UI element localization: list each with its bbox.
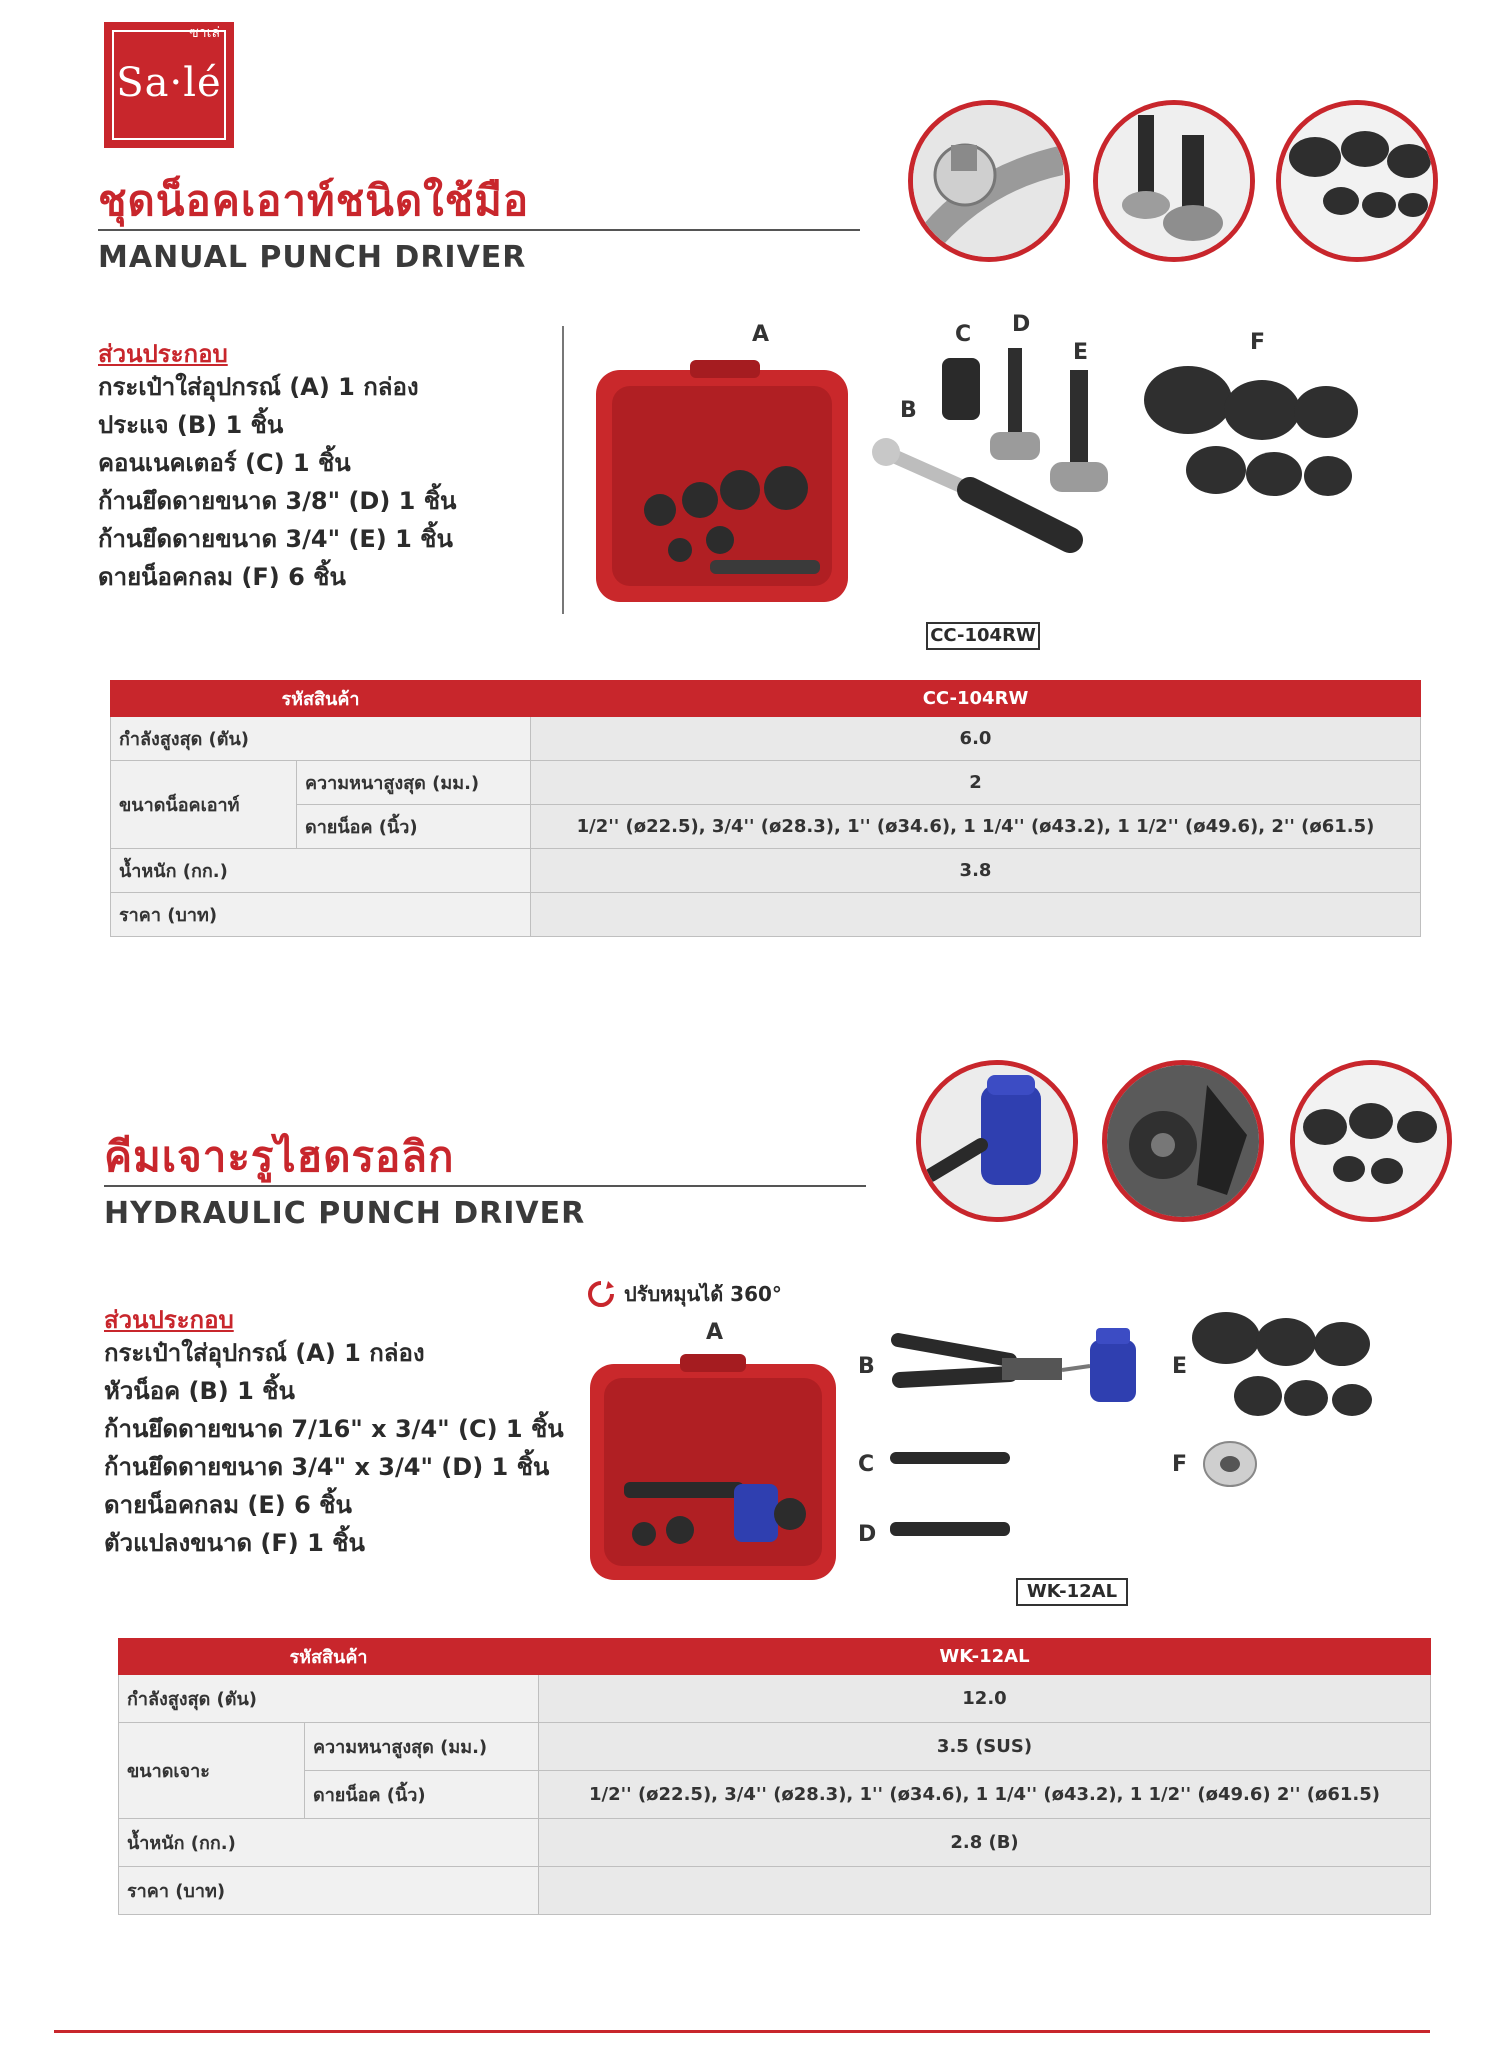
weight-label-cell: น้ำหนัก (กก.)	[111, 849, 531, 893]
weight-value-cell: 2.8 (B)	[539, 1819, 1431, 1867]
hydraulic-part-item: ตัวแปลงขนาด (F) 1 ชิ้น	[104, 1529, 365, 1557]
thickness-value-cell: 2	[531, 761, 1421, 805]
manual-part-item: ก้านยึดดายขนาด 3/8" (D) 1 ชิ้น	[98, 487, 457, 515]
weight-value-cell: 3.8	[531, 849, 1421, 893]
manual-label-d: D	[1012, 312, 1031, 337]
size-label-cell: ขนาดเจาะ	[119, 1723, 305, 1819]
manual-part-item: ดายน็อคกลม (F) 6 ชิ้น	[98, 563, 346, 591]
hydraulic-part-item: ก้านยึดดายขนาด 3/4" x 3/4" (D) 1 ชิ้น	[104, 1453, 550, 1481]
hydraulic-title-rule	[104, 1185, 866, 1187]
manual-divider	[562, 326, 564, 614]
code-value-cell: CC-104RW	[531, 681, 1421, 717]
rotate-note-text: ปรับหมุนได้ 360°	[624, 1282, 782, 1306]
max-force-label-cell: กำลังสูงสุด (ตัน)	[111, 717, 531, 761]
table-row	[111, 849, 1421, 893]
hydraulic-title-english: HYDRAULIC PUNCH DRIVER	[104, 1196, 586, 1231]
manual-part-item: ประแจ (B) 1 ชิ้น	[98, 411, 284, 439]
hydraulic-part-item: กระเป๋าใส่อุปกรณ์ (A) 1 กล่อง	[104, 1339, 425, 1367]
hydraulic-parts-list	[104, 1334, 564, 1562]
hydraulic-label-f: F	[1172, 1452, 1188, 1477]
dies-detail-photo	[1276, 100, 1438, 262]
brand-logo	[104, 22, 234, 148]
table-row	[119, 1639, 1431, 1675]
die-label-cell: ดายน็อค (นิ้ว)	[305, 1771, 539, 1819]
thickness-value-cell: 3.5 (SUS)	[539, 1723, 1431, 1771]
table-row	[119, 1819, 1431, 1867]
manual-title-thai: ชุดน็อคเอาท์ชนิดใช้มือ	[98, 176, 530, 225]
manual-label-e: E	[1073, 340, 1089, 365]
die-label-cell: ดายน็อค (นิ้ว)	[297, 805, 531, 849]
manual-part-item: กระเป๋าใส่อุปกรณ์ (A) 1 กล่อง	[98, 373, 419, 401]
hydraulic-label-e: E	[1172, 1354, 1188, 1379]
max-force-label-cell: กำลังสูงสุด (ตัน)	[119, 1675, 539, 1723]
hydraulic-parts-heading: ส่วนประกอบ	[104, 1306, 234, 1334]
hydraulic-part-item: ดายน็อคกลม (E) 6 ชิ้น	[104, 1491, 352, 1519]
table-row	[119, 1867, 1431, 1915]
table-row	[111, 805, 1421, 849]
logo-latin-text: Sa·lé	[116, 60, 222, 106]
max-force-value-cell: 6.0	[531, 717, 1421, 761]
manual-label-c: C	[955, 322, 972, 347]
thickness-label-cell: ความหนาสูงสุด (มม.)	[305, 1723, 539, 1771]
price-label-cell: ราคา (บาท)	[119, 1867, 539, 1915]
thickness-label-cell: ความหนาสูงสุด (มม.)	[297, 761, 531, 805]
ratchet-detail-photo	[908, 100, 1070, 262]
weight-label-cell: น้ำหนัก (กก.)	[119, 1819, 539, 1867]
table-row	[119, 1723, 1431, 1771]
table-row	[111, 761, 1421, 805]
price-value-cell	[531, 893, 1421, 937]
manual-model-box: CC-104RW	[926, 622, 1040, 650]
manual-label-a: A	[752, 322, 770, 347]
table-row	[111, 717, 1421, 761]
manual-title-rule	[98, 229, 860, 231]
table-row	[119, 1771, 1431, 1819]
hydraulic-head-detail-photo	[916, 1060, 1078, 1222]
hydraulic-pump-detail-photo	[1102, 1060, 1264, 1222]
hydraulic-title-thai: คีมเจาะรูไฮดรอลิก	[104, 1132, 455, 1181]
hydraulic-part-item: ก้านยึดดายขนาด 7/16" x 3/4" (C) 1 ชิ้น	[104, 1415, 564, 1443]
manual-tools-photo	[870, 340, 1430, 580]
hydraulic-tools-photo	[890, 1300, 1436, 1550]
price-value-cell	[539, 1867, 1431, 1915]
table-row	[111, 893, 1421, 937]
hydraulic-label-d: D	[858, 1522, 877, 1547]
hydraulic-label-c: C	[858, 1452, 875, 1477]
manual-parts-list	[98, 368, 456, 596]
logo-thai-text: ซาเล่	[189, 25, 220, 41]
code-label-cell: รหัสสินค้า	[119, 1639, 539, 1675]
hydraulic-model-box: WK-12AL	[1016, 1578, 1128, 1606]
price-label-cell: ราคา (บาท)	[111, 893, 531, 937]
manual-title-english: MANUAL PUNCH DRIVER	[98, 240, 527, 275]
hydraulic-label-a: A	[706, 1320, 724, 1345]
code-label-cell: รหัสสินค้า	[111, 681, 531, 717]
hydraulic-case-photo	[584, 1354, 844, 1588]
manual-label-f: F	[1250, 330, 1266, 355]
hydraulic-label-b: B	[858, 1354, 875, 1379]
shaft-detail-photo	[1093, 100, 1255, 262]
page-bottom-rule	[54, 2030, 1430, 2033]
manual-parts-heading: ส่วนประกอบ	[98, 340, 228, 368]
table-row	[111, 681, 1421, 717]
hydraulic-dies-detail-photo	[1290, 1060, 1452, 1222]
table-row	[119, 1675, 1431, 1723]
hydraulic-spec-table	[118, 1638, 1431, 1915]
rotate-icon	[586, 1279, 616, 1309]
size-label-cell: ขนาดน็อคเอาท์	[111, 761, 297, 849]
manual-part-item: คอนเนคเตอร์ (C) 1 ชิ้น	[98, 449, 351, 477]
rotate-note	[586, 1278, 782, 1310]
manual-label-b: B	[900, 398, 917, 423]
code-value-cell: WK-12AL	[539, 1639, 1431, 1675]
manual-part-item: ก้านยึดดายขนาด 3/4" (E) 1 ชิ้น	[98, 525, 453, 553]
die-value-cell: 1/2'' (ø22.5), 3/4'' (ø28.3), 1'' (ø34.6), 1 1/4'' (ø43.2), 1 1/2'' (ø49.6) 2'' (ø61.5)	[539, 1771, 1431, 1819]
hydraulic-part-item: หัวน็อค (B) 1 ชิ้น	[104, 1377, 295, 1405]
manual-case-photo	[590, 360, 858, 612]
die-value-cell: 1/2'' (ø22.5), 3/4'' (ø28.3), 1'' (ø34.6), 1 1/4'' (ø43.2), 1 1/2'' (ø49.6), 2'' (ø61.5)	[531, 805, 1421, 849]
manual-spec-table	[110, 680, 1421, 937]
max-force-value-cell: 12.0	[539, 1675, 1431, 1723]
